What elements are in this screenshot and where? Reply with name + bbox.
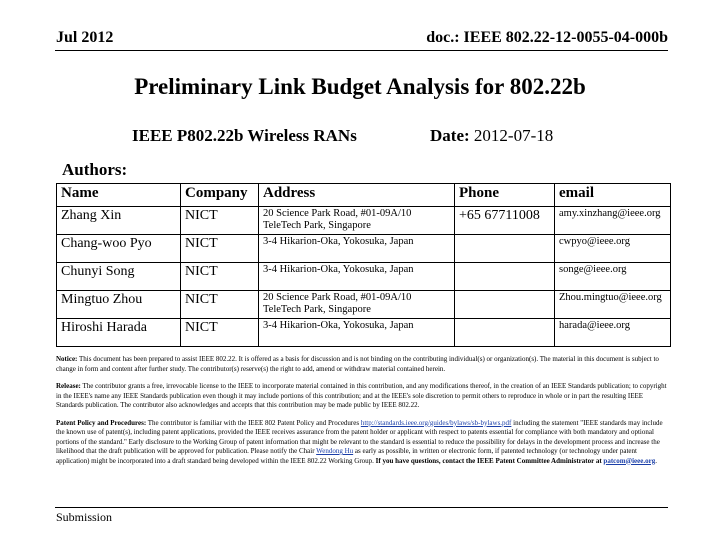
release-paragraph (56, 382, 670, 411)
cell-email: harada@ieee.org (555, 319, 671, 347)
cell-name: Hiroshi Harada (57, 319, 181, 347)
chair-link[interactable]: Wendong Hu (316, 447, 354, 455)
patcom-email-link[interactable]: patcom@ieee.org (603, 456, 656, 465)
cell-name: Chunyi Song (57, 263, 181, 291)
cell-phone (455, 291, 555, 319)
patent-text-1: The contributor is familiar with the IEEE 802 Patent Policy and Procedures (147, 418, 360, 427)
table-row (57, 207, 671, 235)
col-header-email: email (555, 184, 671, 207)
cell-address: 20 Science Park Road, #01-09A/10 TeleTech Park, Singapore (259, 291, 455, 319)
cell-phone (455, 319, 555, 347)
patent-text-2: including the statement "IEEE standards may include the known use of patent(s), including patent applications, provided the IEEE receives assurance from the patent holder or applicant with respect to patents essential for compliance with both mandatory and optional portions of the standard." Early disclosure to the Working Group of patent information that might be relevant to the standard is essential to reduce the possibility for delays in the development process and increase the likelihood that the draft publication will be approved for publication. Please notify the Chair (56, 418, 663, 455)
patent-paragraph (56, 419, 670, 467)
cell-email: amy.xinzhang@ieee.org (555, 207, 671, 235)
cell-company: NICT (181, 263, 259, 291)
legal-notes (56, 355, 670, 474)
table-row (57, 235, 671, 263)
date-label: Date: (430, 126, 470, 145)
cell-name: Zhang Xin (57, 207, 181, 235)
cell-name: Mingtuo Zhou (57, 291, 181, 319)
cell-email: Zhou.mingtuo@ieee.org (555, 291, 671, 319)
cell-company: NICT (181, 235, 259, 263)
footer-rule (55, 507, 668, 508)
notice-paragraph (56, 355, 670, 374)
patent-label: Patent Policy and Procedures: (56, 418, 147, 427)
header-rule (55, 50, 668, 51)
cell-address: 3-4 Hikarion-Oka, Yokosuka, Japan (259, 235, 455, 263)
patent-text-3: as early as possible, in written or electronic form, if patented technology (or technology under patent application) might be incorporated into a draft standard being developed within the IEEE 802.22 Working Group. (56, 447, 637, 465)
cell-email: songe@ieee.org (555, 263, 671, 291)
header-doc-id: doc.: IEEE 802.22-12-0055-04-000b (426, 29, 668, 46)
cell-phone (455, 235, 555, 263)
page-title: Preliminary Link Budget Analysis for 802.22b (134, 74, 586, 99)
col-header-name: Name (57, 184, 181, 207)
release-label: Release: (56, 382, 81, 390)
notice-text: This document has been prepared to assist IEEE 802.22. It is offered as a basis for discussion and is not binding on the contributing individual(s) or organization(s). The material in this document is subject to change in form and content after further study. The contributor(s) reserve(s) the right to add, amend or withdraw material contained herein. (56, 355, 659, 373)
date-value: 2012-07-18 (473, 126, 554, 145)
authors-table (56, 183, 671, 347)
table-row (57, 263, 671, 291)
cell-company: NICT (181, 291, 259, 319)
cell-company: NICT (181, 319, 259, 347)
cell-name: Chang-woo Pyo (57, 235, 181, 263)
col-header-address: Address (259, 184, 455, 207)
cell-email: cwpyo@ieee.org (555, 235, 671, 263)
subtitle: IEEE P802.22b Wireless RANs (132, 126, 357, 145)
cell-address: 3-4 Hikarion-Oka, Yokosuka, Japan (259, 263, 455, 291)
cell-address: 3-4 Hikarion-Oka, Yokosuka, Japan (259, 319, 455, 347)
authors-label: Authors: (62, 160, 128, 179)
cell-address: 20 Science Park Road, #01-09A/10 TeleTech Park, Singapore (259, 207, 455, 235)
release-text: The contributor grants a free, irrevocable license to the IEEE to incorporate material contained in this contribution, and any modifications thereof, in the creation of an IEEE Standards publication; to copyright in the IEEE's name any IEEE Standards publication even though it may include portions of this contribution; and at the IEEE's sole discretion to permit others to reproduce in whole or in part the resulting IEEE Standards publication. The contributor also acknowledges and accepts that this contribution may be made public by IEEE 802.22. (56, 382, 667, 409)
header-date: Jul 2012 (56, 29, 114, 46)
patent-end: . (655, 456, 657, 465)
cell-phone: +65 67711008 (455, 207, 555, 235)
cell-phone (455, 263, 555, 291)
col-header-company: Company (181, 184, 259, 207)
patent-policy-link[interactable]: http://standards.ieee.org/guides/bylaws/sb-bylaws.pdf (360, 418, 512, 427)
table-header-row (57, 184, 671, 207)
date-line (430, 126, 553, 146)
table-row (57, 291, 671, 319)
col-header-phone: Phone (455, 184, 555, 207)
footer-submission: Submission (56, 510, 113, 524)
notice-label: Notice: (56, 355, 78, 363)
patent-contact-text: If you have questions, contact the IEEE Patent Committee Administrator at (375, 456, 602, 465)
cell-company: NICT (181, 207, 259, 235)
table-row (57, 319, 671, 347)
